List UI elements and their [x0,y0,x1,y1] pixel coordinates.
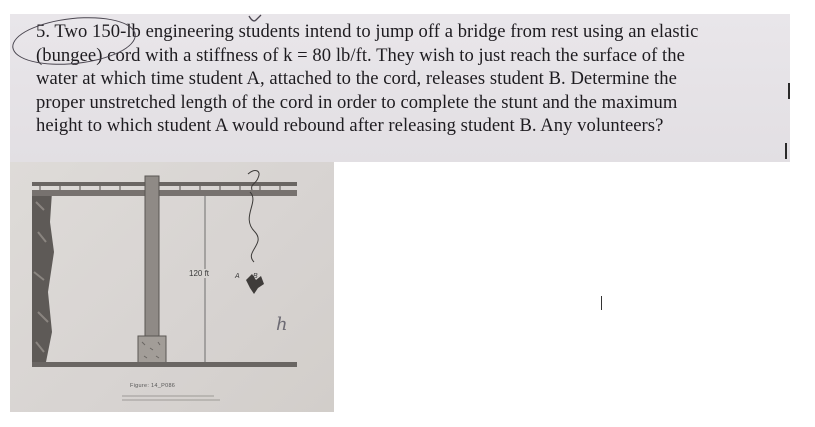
problem-line: proper unstretched length of the cord in order to complete the stunt and the maximum [36,91,678,113]
bridge-deck [32,190,297,196]
bridge-rail [32,182,297,186]
handwritten-h-annotation: h [276,314,288,335]
pen-check-mark [248,14,262,24]
problem-statement-photo [10,14,790,162]
bungee-cord [249,192,258,262]
bridge-pier [145,176,159,336]
edge-mark [785,143,787,159]
jumper-on-bridge [248,171,259,190]
problem-line: height to which student A would rebound after releasing student B. Any volunteers? [36,115,664,136]
problem-line: (bungee) cord with a stiffness of k = 80 lb/ft. They wish to just reach the surface of the [36,44,685,66]
student-b-label: B [253,273,258,280]
problem-statement [36,20,778,138]
edge-mark [788,83,790,99]
figure-caption: Figure: 14_P086 [130,383,176,389]
bridge-posts [40,186,280,190]
cliff-wall [32,192,54,362]
text-cursor [601,296,602,310]
problem-line: water at which time student A, attached to the cord, releases student B. Determine the [36,68,677,89]
water-surface [32,362,297,367]
caption-lines [122,396,220,400]
bridge-figure [10,162,334,412]
bridge-diagram [10,162,334,412]
problem-line: 5. Two 150-lb engineering students intend to jump off a bridge from rest using an elastic [36,21,699,42]
pier-footing [138,336,166,364]
student-a-label: A [235,273,240,280]
height-label: 120 ft [189,269,210,278]
